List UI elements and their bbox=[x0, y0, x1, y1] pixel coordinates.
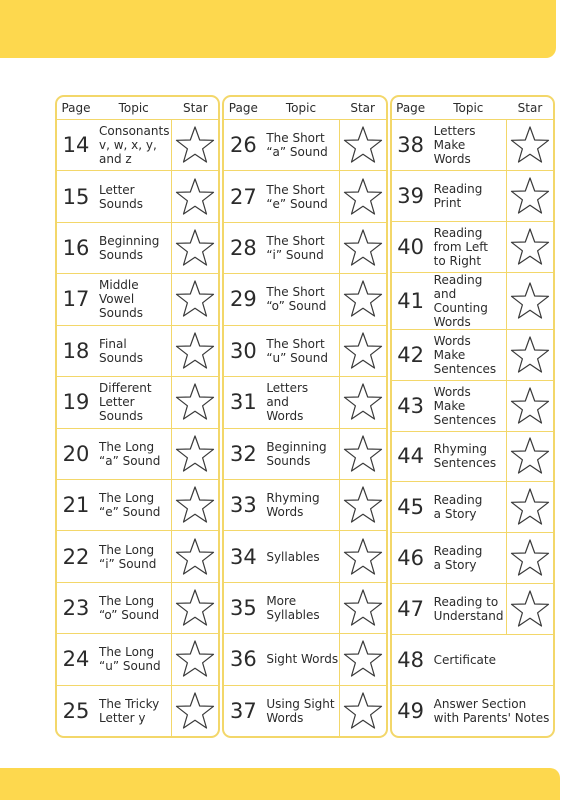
page-number: 24 bbox=[62, 647, 90, 672]
star-icon bbox=[172, 331, 218, 371]
chart-rows bbox=[392, 120, 553, 736]
chart-row bbox=[224, 377, 385, 428]
chart-row bbox=[57, 274, 218, 325]
header-topic: Topic bbox=[285, 101, 317, 115]
page-number: 38 bbox=[397, 132, 425, 157]
star-icon bbox=[172, 485, 218, 525]
topic-label: Answer Section with Parents' Notes bbox=[433, 697, 550, 726]
chart-rows bbox=[57, 120, 218, 736]
chart-row bbox=[392, 482, 553, 533]
page-number: 14 bbox=[62, 133, 90, 158]
header-star: Star bbox=[517, 101, 543, 115]
chart-row bbox=[224, 120, 385, 171]
chart-row bbox=[57, 634, 218, 685]
column-header bbox=[392, 97, 553, 120]
chart-column-2 bbox=[222, 95, 387, 738]
chart-row bbox=[57, 171, 218, 222]
star-icon bbox=[172, 639, 218, 679]
page-number: 46 bbox=[397, 546, 425, 571]
header-page: Page bbox=[228, 101, 258, 115]
chart-row bbox=[224, 171, 385, 222]
chart-row bbox=[224, 274, 385, 325]
topic-label: Consonants v, w, x, y, and z bbox=[95, 120, 172, 170]
topic-label: More Syllables bbox=[262, 583, 339, 633]
page-number: 43 bbox=[397, 393, 425, 418]
star-icon bbox=[172, 228, 218, 268]
page-number: 17 bbox=[62, 287, 90, 312]
topic-label: The Short “u” Sound bbox=[262, 326, 339, 376]
topic-label: Syllables bbox=[262, 531, 339, 581]
topic-label: Words Make Sentences bbox=[430, 381, 507, 431]
page-number: 18 bbox=[62, 338, 90, 363]
header-topic: Topic bbox=[118, 101, 149, 115]
chart-row bbox=[224, 429, 385, 480]
topic-label: Reading Print bbox=[430, 171, 507, 221]
page-number: 26 bbox=[229, 133, 257, 158]
topic-label: Certificate bbox=[433, 653, 496, 668]
chart-row bbox=[224, 531, 385, 582]
chart-row bbox=[57, 583, 218, 634]
page-number: 16 bbox=[62, 236, 90, 261]
star-icon bbox=[172, 537, 218, 577]
page-number: 36 bbox=[229, 647, 257, 672]
star-icon bbox=[340, 537, 386, 577]
topic-label: Words Make Sentences bbox=[430, 330, 507, 380]
page-number: 37 bbox=[229, 698, 257, 723]
star-icon bbox=[172, 434, 218, 474]
chart-row bbox=[224, 223, 385, 274]
star-icon bbox=[172, 691, 218, 731]
page-number: 48 bbox=[397, 648, 425, 673]
page-number: 23 bbox=[62, 596, 90, 620]
chart-row bbox=[392, 120, 553, 171]
chart-row bbox=[392, 381, 553, 432]
page-number: 44 bbox=[397, 444, 425, 469]
page-number: 22 bbox=[62, 544, 90, 569]
star-icon bbox=[340, 639, 386, 679]
topic-label: Beginning Sounds bbox=[95, 223, 172, 273]
star-icon bbox=[340, 588, 386, 628]
topic-label: Rhyming Words bbox=[262, 480, 339, 530]
chart-row bbox=[392, 222, 553, 273]
page-number: 30 bbox=[229, 338, 257, 363]
star-icon bbox=[507, 487, 553, 527]
star-icon bbox=[172, 588, 218, 628]
page-number: 21 bbox=[62, 493, 90, 518]
chart-row bbox=[392, 635, 553, 686]
page-number: 41 bbox=[397, 288, 425, 313]
topic-label: Letter Sounds bbox=[95, 171, 172, 221]
topic-label: The Long “e” Sound bbox=[95, 480, 172, 530]
star-icon bbox=[507, 281, 553, 321]
star-icon bbox=[507, 589, 553, 629]
star-icon bbox=[507, 176, 553, 216]
chart-row bbox=[392, 432, 553, 483]
page-number: 42 bbox=[397, 342, 425, 367]
topic-label: The Short “i” Sound bbox=[262, 223, 339, 273]
topic-label: Middle Vowel Sounds bbox=[95, 274, 172, 324]
star-icon bbox=[172, 125, 218, 165]
topic-label: Final Sounds bbox=[95, 326, 172, 376]
topic-label: Different Letter Sounds bbox=[95, 377, 172, 427]
star-icon bbox=[340, 177, 386, 217]
chart-row bbox=[224, 583, 385, 634]
chart-row bbox=[392, 273, 553, 330]
chart-row bbox=[392, 330, 553, 381]
star-icon bbox=[507, 125, 553, 165]
chart-row bbox=[57, 429, 218, 480]
star-icon bbox=[340, 331, 386, 371]
topic-label: Sight Words bbox=[262, 634, 339, 684]
chart-row bbox=[57, 223, 218, 274]
star-icon bbox=[340, 485, 386, 525]
topic-label: Reading a Story bbox=[430, 533, 507, 583]
chart-row bbox=[57, 480, 218, 531]
topic-label: Letters and Words bbox=[262, 377, 339, 427]
star-icon bbox=[340, 691, 386, 731]
page-number: 33 bbox=[229, 493, 257, 518]
page-number: 20 bbox=[62, 441, 90, 466]
topic-label: Reading and Counting Words bbox=[430, 273, 507, 329]
header-page: Page bbox=[396, 101, 426, 115]
chart-row bbox=[224, 326, 385, 377]
topic-label: The Short “a” Sound bbox=[262, 120, 339, 170]
topic-label: The Long “i” Sound bbox=[95, 531, 172, 581]
progress-chart-grid bbox=[55, 95, 555, 738]
page-number: 28 bbox=[229, 236, 257, 261]
top-yellow-band bbox=[0, 0, 556, 58]
chart-row bbox=[392, 686, 553, 736]
chart-row bbox=[57, 326, 218, 377]
chart-row bbox=[57, 377, 218, 428]
star-icon bbox=[340, 434, 386, 474]
star-icon bbox=[507, 335, 553, 375]
chart-row bbox=[57, 686, 218, 736]
topic-label: The Short “o” Sound bbox=[262, 274, 339, 324]
topic-label: Reading to Understand bbox=[430, 584, 507, 634]
star-icon bbox=[507, 227, 553, 267]
header-star: Star bbox=[183, 101, 208, 115]
star-icon bbox=[340, 228, 386, 268]
star-icon bbox=[507, 386, 553, 426]
page-number: 40 bbox=[397, 234, 425, 259]
header-topic: Topic bbox=[453, 101, 484, 115]
star-icon bbox=[340, 125, 386, 165]
page-number: 39 bbox=[397, 183, 425, 208]
star-icon bbox=[507, 436, 553, 476]
page-number: 27 bbox=[229, 184, 257, 209]
header-page: Page bbox=[61, 101, 91, 115]
chart-row bbox=[392, 533, 553, 584]
topic-label: Using Sight Words bbox=[262, 686, 339, 736]
chart-row bbox=[224, 686, 385, 736]
star-icon bbox=[507, 538, 553, 578]
topic-label: Rhyming Sentences bbox=[430, 432, 507, 482]
topic-label: Reading a Story bbox=[430, 482, 507, 532]
star-icon bbox=[340, 279, 386, 319]
topic-label: Beginning Sounds bbox=[262, 429, 339, 479]
page-number: 45 bbox=[397, 495, 425, 520]
topic-label: The Long “a” Sound bbox=[95, 429, 172, 479]
page-number: 34 bbox=[229, 544, 257, 569]
topic-label: The Tricky Letter y bbox=[95, 686, 172, 736]
star-icon bbox=[172, 279, 218, 319]
page-number: 35 bbox=[229, 596, 257, 620]
page-number: 25 bbox=[62, 698, 90, 723]
page-number: 29 bbox=[229, 287, 257, 312]
page-number: 15 bbox=[62, 184, 90, 209]
chart-row bbox=[57, 120, 218, 171]
topic-label: Reading from Left to Right bbox=[430, 222, 507, 272]
page-number: 49 bbox=[397, 699, 425, 724]
page-number: 19 bbox=[62, 390, 90, 415]
star-icon bbox=[172, 382, 218, 422]
topic-label: The Long “u” Sound bbox=[95, 634, 172, 684]
star-icon bbox=[340, 382, 386, 422]
page-number: 32 bbox=[229, 441, 257, 466]
topic-label: Letters Make Words bbox=[430, 120, 507, 170]
chart-row bbox=[224, 480, 385, 531]
bottom-yellow-band bbox=[0, 768, 560, 800]
topic-label: The Short “e” Sound bbox=[262, 171, 339, 221]
chart-row bbox=[224, 634, 385, 685]
star-icon bbox=[172, 177, 218, 217]
topic-label: The Long “o” Sound bbox=[95, 583, 172, 633]
header-star: Star bbox=[350, 101, 375, 115]
chart-row bbox=[392, 584, 553, 635]
page-number: 31 bbox=[229, 390, 257, 415]
chart-row bbox=[57, 531, 218, 582]
page-number: 47 bbox=[397, 597, 425, 622]
chart-rows bbox=[224, 120, 385, 736]
chart-row bbox=[392, 171, 553, 222]
chart-column-3 bbox=[390, 95, 555, 738]
column-header bbox=[224, 97, 385, 120]
column-header bbox=[57, 97, 218, 120]
chart-column-1 bbox=[55, 95, 220, 738]
